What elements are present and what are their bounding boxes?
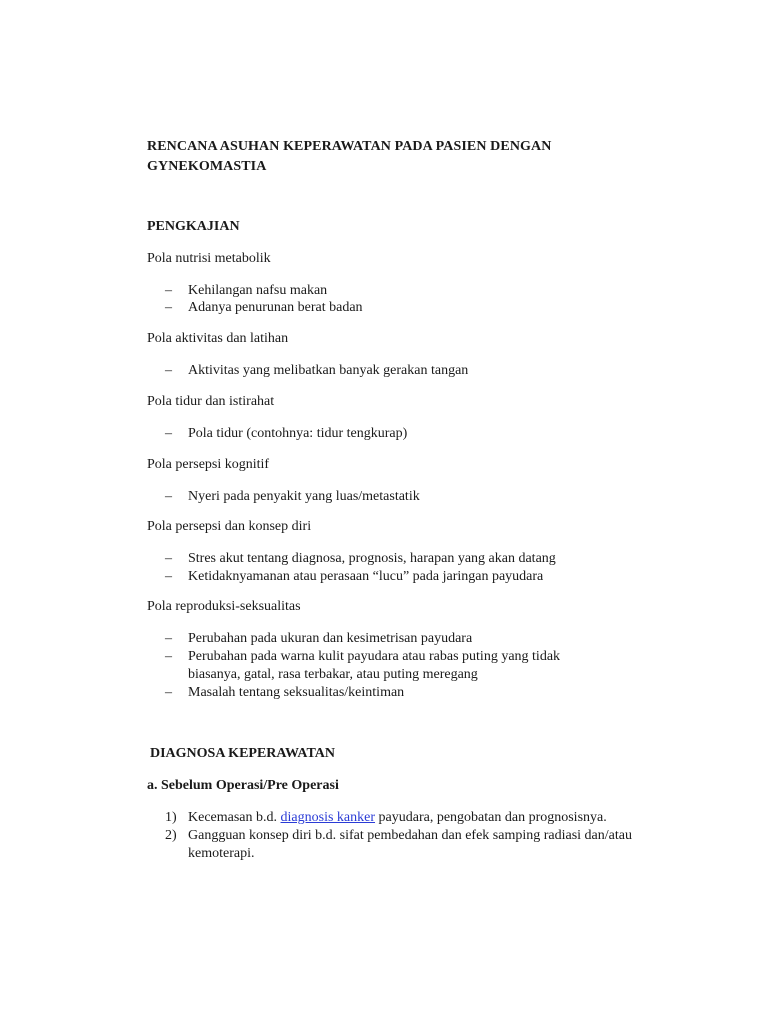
- list-item: [165, 648, 610, 684]
- list-item: [165, 299, 635, 317]
- group-label-tidur: Pola tidur dan istirahat: [147, 394, 275, 409]
- list-item: [165, 568, 635, 586]
- list-item-text: Gangguan konsep diri b.d. sifat pembedahan dan efek samping radiasi dan/atau kemoterapi.: [188, 828, 632, 861]
- bullet-dash: –: [165, 551, 172, 566]
- bullet-dash: –: [165, 283, 172, 298]
- list-item-text: Adanya penurunan berat badan: [188, 300, 363, 315]
- list-item-text: Ketidaknyamanan atau perasaan “lucu” pada jaringan payudara: [188, 569, 544, 584]
- numbered-item: [165, 809, 665, 827]
- list-item-text: Perubahan pada ukuran dan kesimetrisan payudara: [188, 631, 473, 646]
- list-item-text: Stres akut tentang diagnosa, prognosis, harapan yang akan datang: [188, 551, 556, 566]
- list-item: [165, 488, 635, 506]
- list-item-text: [188, 809, 665, 827]
- bullet-dash: –: [165, 685, 172, 700]
- bullet-dash: –: [165, 569, 172, 584]
- bullet-dash: –: [165, 426, 172, 441]
- list-item: [165, 282, 635, 300]
- list-item-text: Kehilangan nafsu makan: [188, 283, 328, 298]
- bullet-dash: –: [165, 649, 172, 664]
- diagnosis-kanker-link[interactable]: diagnosis kanker: [280, 810, 376, 825]
- bullet-dash: –: [165, 489, 172, 504]
- document-title: RENCANA ASUHAN KEPERAWATAN PADA PASIEN DENGAN GYNEKOMASTIA: [147, 139, 552, 174]
- bullet-dash: –: [165, 363, 172, 378]
- text-after-link: payudara, pengobatan dan prognosisnya.: [375, 810, 607, 825]
- list-item: [165, 630, 635, 648]
- item-number: 2): [165, 828, 177, 843]
- group-label-kognitif: Pola persepsi kognitif: [147, 457, 270, 472]
- bullet-dash: –: [165, 300, 172, 315]
- numbered-item: [165, 827, 635, 863]
- list-item-text: Aktivitas yang melibatkan banyak gerakan tangan: [188, 363, 469, 378]
- item-number: 1): [165, 810, 177, 825]
- list-item: [165, 362, 635, 380]
- list-item-text: Perubahan pada warna kulit payudara atau rabas puting yang tidak biasanya, gatal, rasa terbakar, atau puting meregang: [188, 649, 561, 682]
- section-heading-diagnosa: DIAGNOSA KEPERAWATAN: [150, 746, 336, 761]
- list-item-text: Pola tidur (contohnya: tidur tengkurap): [188, 426, 408, 441]
- group-label-aktivitas: Pola aktivitas dan latihan: [147, 331, 289, 346]
- subheading-pre-operasi: a. Sebelum Operasi/Pre Operasi: [147, 778, 339, 793]
- group-label-nutrisi: Pola nutrisi metabolik: [147, 251, 271, 266]
- group-label-konsep-diri: Pola persepsi dan konsep diri: [147, 519, 312, 534]
- list-item-text: Masalah tentang seksualitas/keintiman: [188, 685, 405, 700]
- section-heading-pengkajian: PENGKAJIAN: [147, 219, 240, 234]
- text-before-link: Kecemasan b.d.: [188, 810, 281, 825]
- bullet-dash: –: [165, 631, 172, 646]
- list-item: [165, 550, 635, 568]
- list-item: [165, 684, 635, 702]
- list-item-text: Nyeri pada penyakit yang luas/metastatik: [188, 489, 420, 504]
- list-item: [165, 425, 635, 443]
- group-label-reproduksi: Pola reproduksi-seksualitas: [147, 599, 301, 614]
